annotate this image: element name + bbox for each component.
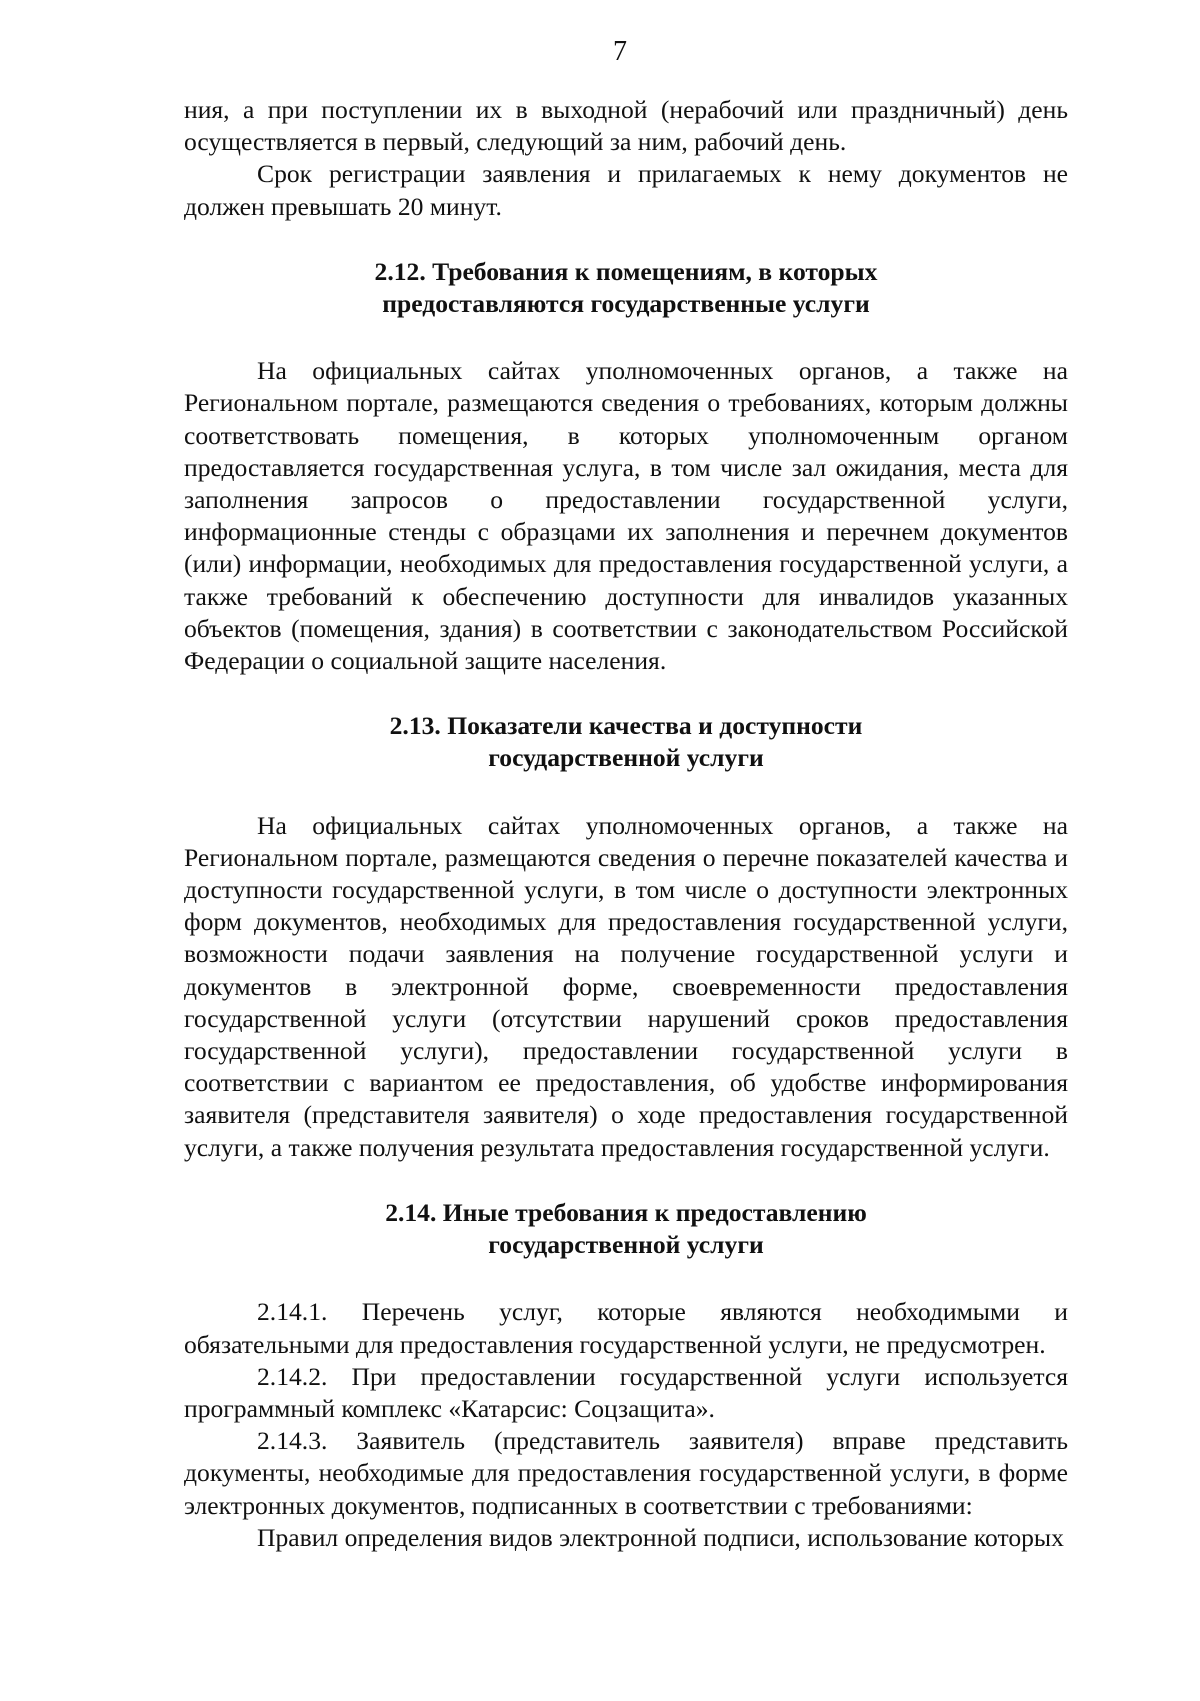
- paragraph-signature-rules: Правил определения видов электронной подписи, использование которых: [257, 1522, 1064, 1552]
- section-heading-line: государственной услуги: [488, 743, 764, 773]
- clause-2-14-3: 2.14.3. Заявитель (представитель заявителя) вправе представить документы, необходимые для предоставления государственной услуги, в форме электронных документов, подписанных в соответствии с требованиями:: [184, 1426, 1068, 1520]
- section-heading-line: предоставляются государственные услуги: [382, 289, 870, 319]
- section-heading-line: 2.14. Иные требования к предоставлению: [385, 1197, 867, 1227]
- paragraph-continuation: ния, а при поступлении их в выходной (нерабочий или праздничный) день осуществляется в первый, следующий за ним, рабочий день.: [184, 95, 1068, 157]
- section-2-12-paragraph: На официальных сайтах уполномоченных органов, а также на Региональном портале, размещаются сведения о требованиях, которым должны соответствовать помещения, в которых уполномоченным органом предоставляется государственная услуга, в том числе зал ожидания, места для заполнения запросов о предоставлении государственной услуги, информационные стенды с образцами их заполнения и перечнем документов (или) информации, необходимых для предоставления государственной услуги, а также требований к обеспечению доступности для инвалидов указанных объектов (помещения, здания) в соответствии с законодательством Российской Федерации о социальной защите населения.: [184, 356, 1068, 676]
- section-2-14-heading: [184, 1197, 1068, 1261]
- clause-2-14-2: 2.14.2. При предоставлении государственной услуги используется программный комплекс «Катарсис: Соцзащита».: [184, 1361, 1068, 1423]
- section-heading-line: государственной услуги: [488, 1230, 764, 1260]
- section-2-12-heading: [184, 256, 1068, 320]
- section-2-13-paragraph: На официальных сайтах уполномоченных органов, а также на Региональном портале, размещаются сведения о перечне показателей качества и доступности государственной услуги, в том числе о доступности электронных форм документов, необходимых для предоставления государственной услуги, возможности подачи заявления на получение государственной услуги и документов в электронной форме, своевременности предоставления государственной услуги (отсутствии нарушений сроков предоставления государственной услуги), предоставлении государственной услуги в соответствии с вариантом ее предоставления, об удобстве информирования заявителя (представителя заявителя) о ходе предоставления государственной услуги, а также получения результата предоставления государственной услуги.: [184, 810, 1068, 1162]
- section-heading-line: 2.13. Показатели качества и доступности: [389, 711, 863, 741]
- page-number: 7: [613, 36, 627, 67]
- section-heading-line: 2.12. Требования к помещениям, в которых: [374, 256, 878, 286]
- clause-2-14-1: 2.14.1. Перечень услуг, которые являются необходимыми и обязательными для предоставления государственной услуги, не предусмотрен.: [184, 1297, 1068, 1359]
- document-body: [184, 94, 1068, 1554]
- section-2-13-heading: [184, 710, 1068, 774]
- paragraph-registration-time: Срок регистрации заявления и прилагаемых к нему документов не должен превышать 20 минут.: [184, 159, 1068, 221]
